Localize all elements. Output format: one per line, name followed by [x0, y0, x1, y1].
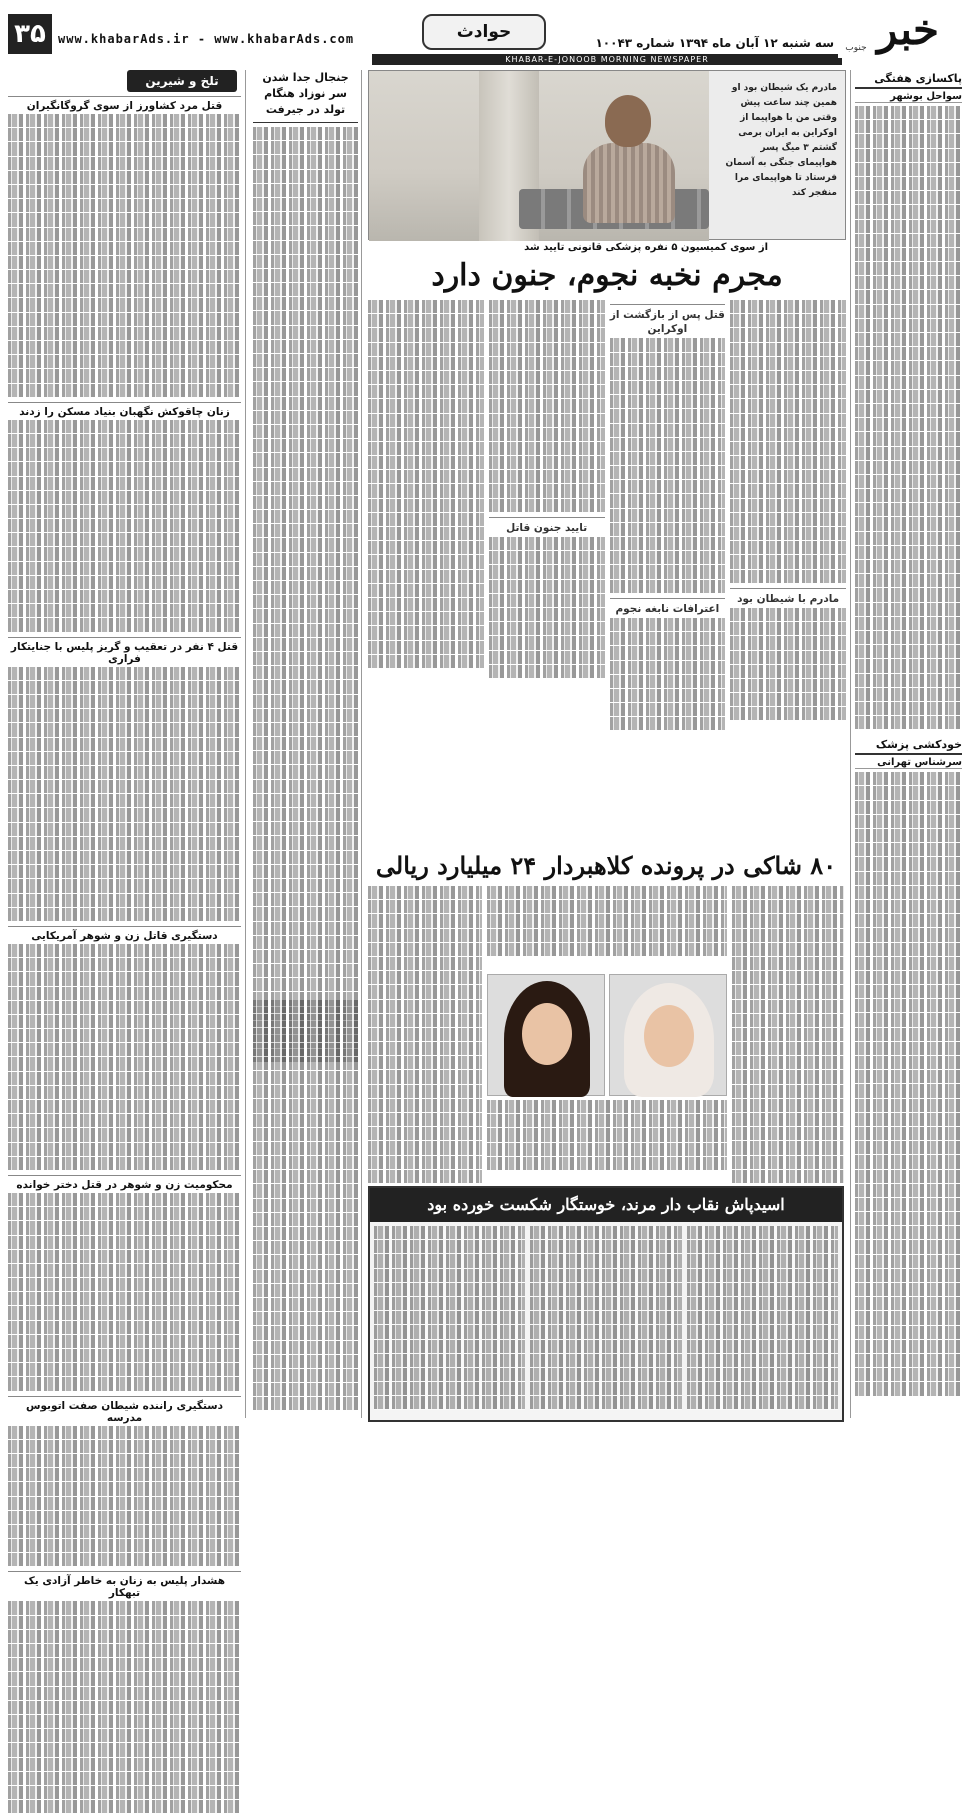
main-story-headline: مجرم نخبه نجوم، جنون دارد: [431, 258, 783, 293]
second-story-column: [487, 886, 727, 970]
second-story-column: [732, 886, 844, 1184]
photo-woman-2: [487, 974, 605, 1096]
website-url[interactable]: www.khabarAds.ir - www.khabarAds.com: [58, 32, 355, 46]
section-title: حوادث: [422, 14, 546, 50]
middle-column: [250, 70, 362, 1070]
photo-suspect-head: [605, 95, 651, 147]
news-item-title: زنان چاقوکش نگهبان بنیاد مسکن را زدند: [8, 402, 241, 418]
logo-text: خبر: [877, 5, 939, 54]
main-story-subhead: قتل پس از بازگشت از اوکراین: [610, 304, 726, 336]
news-item-text: [8, 1426, 241, 1568]
right-column-heading: پاکسازی هفتگی: [855, 70, 962, 89]
news-item-title: دستگیری قاتل زن و شوهر آمریکایی: [8, 926, 241, 942]
bottom-story-headline: اسیدپاش نقاب دار مرند، خوستگار شکست خورده بود: [370, 1188, 842, 1222]
news-item-text: [8, 944, 241, 1171]
right-column-subheading-2: سرشناس تهرانی: [855, 757, 962, 769]
second-story-body: [368, 886, 844, 1184]
right-column-heading-2: خودکشی پزشک: [855, 736, 962, 755]
news-item-title: قتل مرد کشاورز از سوی گروگانگیران: [8, 96, 241, 112]
news-item-text: [8, 667, 241, 922]
main-story-subhead: تایید جنون قاتل: [489, 517, 605, 535]
main-story-subhead: مادرم با شیطان بود: [730, 588, 846, 606]
bottom-story-body: [374, 1226, 838, 1416]
main-story-photo: [368, 70, 846, 240]
main-story-kicker: از سوی کمیسیون ۵ نفره پزشکی قانونی تایید شد: [524, 242, 768, 253]
news-item-text: [8, 1601, 241, 1814]
page-number: ۳۵: [8, 14, 52, 54]
bottom-story-box: [368, 1186, 844, 1422]
main-story-column: [730, 300, 846, 692]
left-column: [8, 70, 246, 1600]
second-story-column: [487, 1100, 727, 1184]
right-column-subheading: سواحل بوشهر: [855, 91, 962, 103]
news-item-title: دستگیری راننده شیطان صفت اتوبوس مدرسه: [8, 1396, 241, 1424]
second-story-column: [368, 886, 482, 1184]
photo-caption: مادرم یک شیطان بود او همین چند ساعت پیش وقتی من با هواپیما از اوکراین به ایران برمی گشتم ۳ میگ پسر هواپیمای جنگی به آسمان فرستاد تا هواپیمای مرا منفجر کند: [725, 83, 837, 198]
news-item-text: [8, 420, 241, 633]
news-item-title: قتل ۴ نفر در تعقیب و گریز پلیس با جنایتکار فراری: [8, 637, 241, 665]
english-name-bar: KHABAR-E-JONOOB MORNING NEWSPAPER: [372, 54, 842, 65]
middle-column-text: [253, 127, 358, 1063]
news-item-title: هشدار پلیس به زنان به خاطر آزادی یک تبهکار: [8, 1571, 241, 1599]
photo-woman-1: [609, 974, 727, 1096]
middle-column-continued: [250, 1000, 362, 1418]
bottom-story-column: [530, 1226, 681, 1416]
news-item-title: محکومیت زن و شوهر در قتل دختر خوانده: [8, 1175, 241, 1191]
main-story-column: [489, 300, 605, 692]
newspaper-logo: [838, 0, 958, 58]
logo-small-text: جنوب: [845, 43, 867, 53]
main-story-column: [610, 300, 726, 692]
right-column: [850, 70, 962, 1418]
bottom-story-column: [687, 1226, 838, 1416]
left-column-banner: تلخ و شیرین: [127, 70, 237, 92]
second-story-headline: ۸۰ شاکی در پرونده کلاهبردار ۲۴ میلیارد ریالی: [375, 851, 837, 880]
photo-suspect-body: [583, 143, 675, 223]
newspaper-header: [0, 0, 970, 62]
news-item-text: [8, 114, 241, 398]
right-column-text-2: [855, 772, 962, 1396]
issue-date-line: سه شنبه ۱۲ آبان ماه ۱۳۹۴ شماره ۱۰۰۴۳: [595, 36, 834, 50]
bottom-story-column: [374, 1226, 525, 1416]
main-story-body: [368, 300, 846, 692]
middle-column-heading: جنجال جدا شدن سر نوزاد هنگام تولد در جیرفت: [253, 70, 358, 123]
right-column-text-1: [855, 106, 962, 730]
main-story-subhead: اعترافات نابغه نجوم: [610, 598, 726, 616]
main-story-column: [368, 300, 484, 692]
news-item-text: [8, 1193, 241, 1392]
